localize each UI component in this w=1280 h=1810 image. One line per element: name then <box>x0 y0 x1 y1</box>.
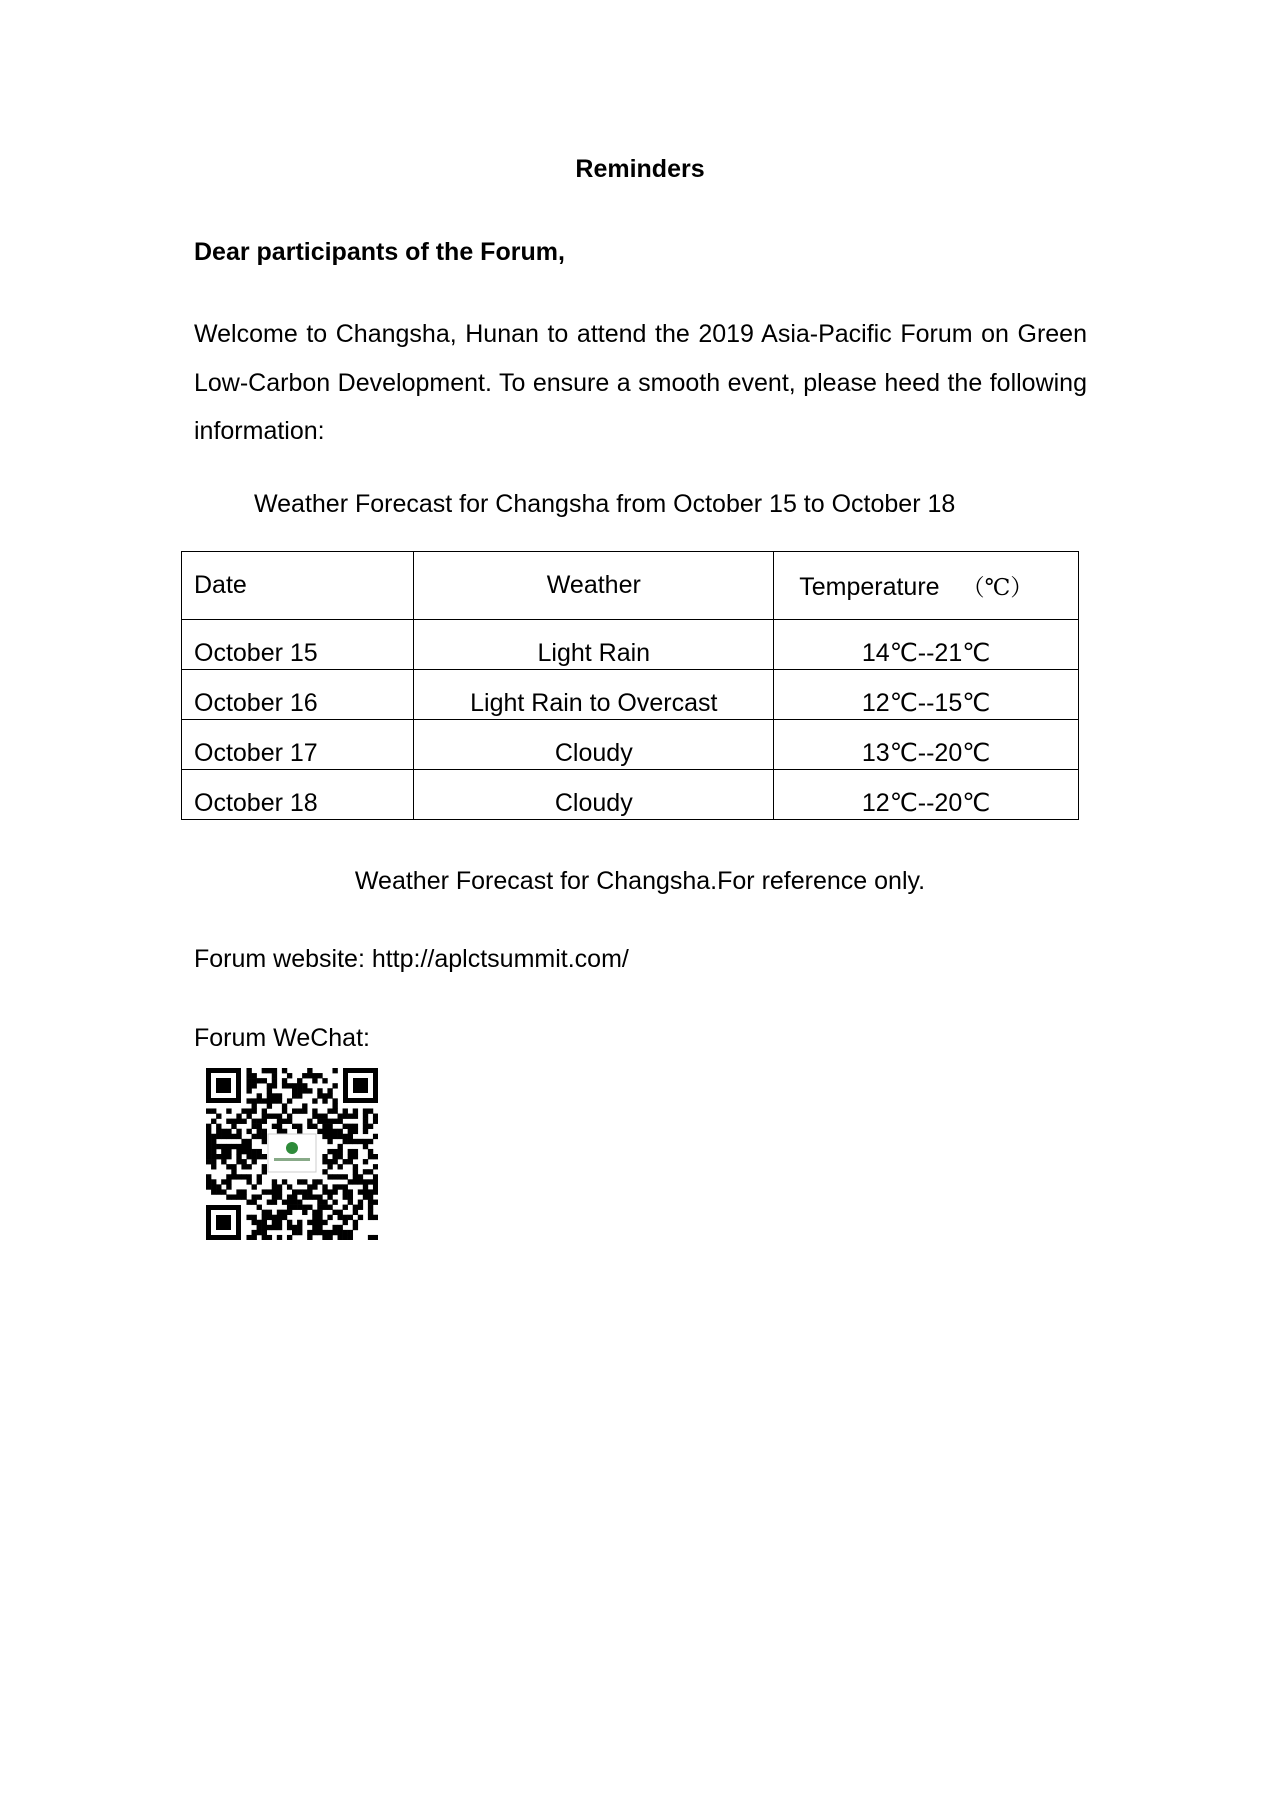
table-header-row <box>182 552 1079 620</box>
row-temperature: 13℃--20℃ <box>774 720 1079 770</box>
row-temperature: 12℃--15℃ <box>774 670 1079 720</box>
row-date: October 18 <box>182 770 414 820</box>
qr-code-icon <box>206 1068 378 1240</box>
header-date: Date <box>182 552 414 620</box>
row-temperature: 14℃--21℃ <box>774 620 1079 670</box>
table-row <box>182 720 1079 770</box>
table-row <box>182 670 1079 720</box>
forecast-caption: Weather Forecast for Changsha from October 15 to October 18 <box>254 490 956 518</box>
table-row <box>182 770 1079 820</box>
row-weather: Cloudy <box>414 720 774 770</box>
page-title: Reminders <box>575 155 705 183</box>
header-temperature <box>774 552 1079 620</box>
row-weather: Light Rain <box>414 620 774 670</box>
row-date: October 17 <box>182 720 414 770</box>
row-temperature: 12℃--20℃ <box>774 770 1079 820</box>
row-weather: Light Rain to Overcast <box>414 670 774 720</box>
center-logo-icon <box>286 1142 298 1154</box>
header-weather: Weather <box>414 552 774 620</box>
row-weather: Cloudy <box>414 770 774 820</box>
table-row <box>182 620 1079 670</box>
header-temperature-unit: （℃） <box>961 575 1034 601</box>
salutation: Dear participants of the Forum, <box>194 238 565 266</box>
intro-paragraph: Welcome to Changsha, Hunan to attend the 2019 Asia-Pacific Forum on Green Low-Carbon Development. To ensure a smooth event, please heed the following information: <box>194 320 1087 445</box>
header-temperature-label: Temperature <box>799 573 940 601</box>
forecast-note: Weather Forecast for Changsha.For reference only. <box>354 867 926 895</box>
row-date: October 16 <box>182 670 414 720</box>
wechat-label: Forum WeChat: <box>194 1024 370 1052</box>
row-date: October 15 <box>182 620 414 670</box>
forum-website: Forum website: http://aplctsummit.com/ <box>194 945 629 973</box>
weather-table <box>181 551 1079 820</box>
